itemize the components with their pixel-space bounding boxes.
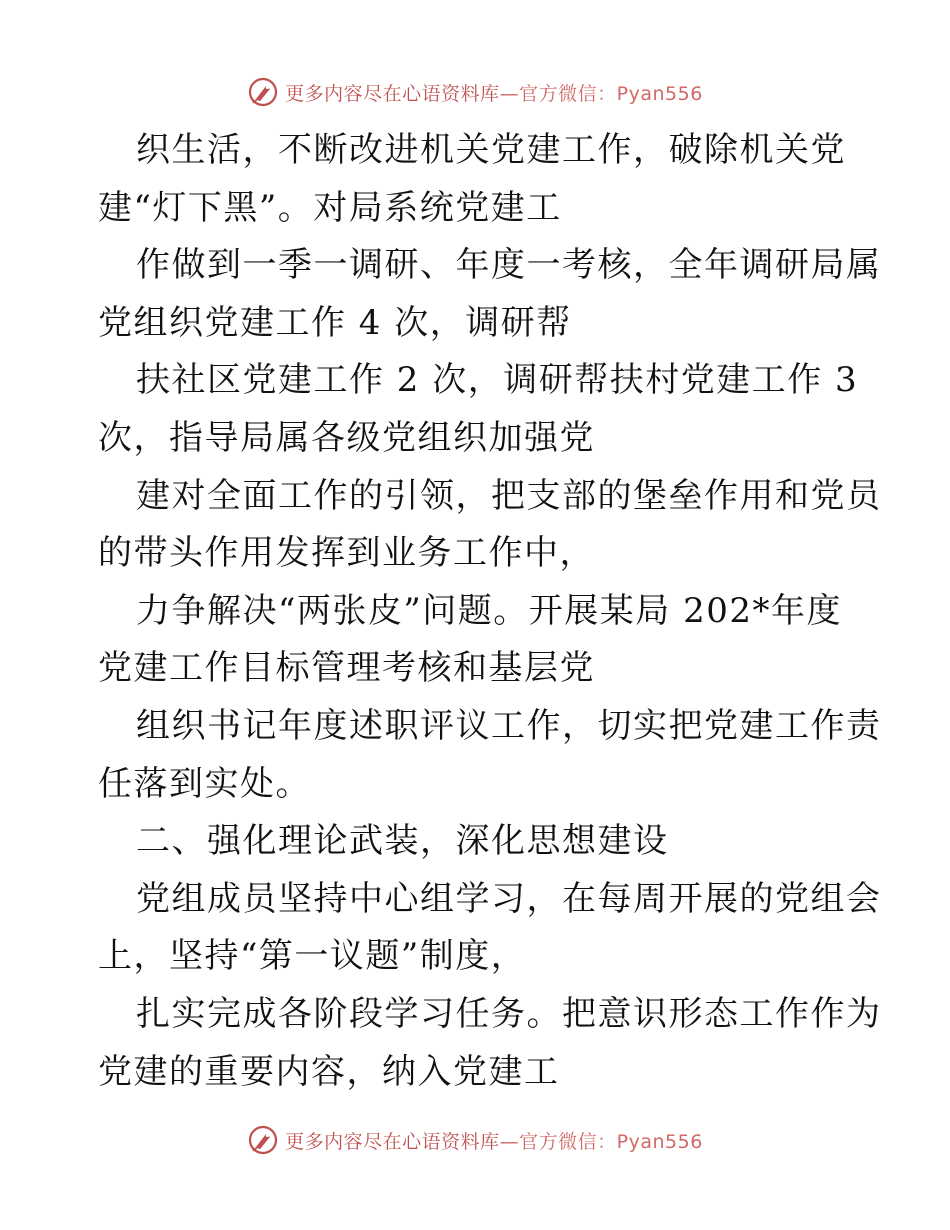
banner-text-tail: —官方微信：Pyan556	[499, 82, 703, 105]
text-line-3: 作做到一季一调研、年度一考核，全年调研局属	[136, 245, 882, 286]
pen-nib-circle-icon	[247, 1124, 279, 1156]
pen-nib-circle-icon	[247, 76, 279, 108]
footer-banner	[0, 1120, 950, 1160]
banner-text-tail: —官方微信：Pyan556	[499, 1130, 703, 1153]
text-line-17: 党建的重要内容，纳入党建工	[98, 1051, 560, 1092]
text-line-15: 上，坚持“第一议题”制度，	[98, 936, 527, 977]
text-line-9: 力争解决“两张皮”问题。开展某局 202*年度	[136, 590, 842, 631]
banner-text-main: 更多内容尽在心语资料库	[285, 82, 500, 105]
banner-text-main: 更多内容尽在心语资料库	[285, 1130, 500, 1153]
text-line-10: 党建工作目标管理考核和基层党	[98, 648, 595, 689]
text-line-14: 党组成员坚持中心组学习，在每周开展的党组会	[136, 878, 882, 919]
text-line-6: 次，指导局属各级党组织加强党	[98, 417, 595, 458]
text-line-11: 组织书记年度述职评议工作，切实把党建工作责	[136, 705, 882, 746]
text-line-5: 扶社区党建工作 2 次，调研帮扶村党建工作 3	[136, 360, 859, 401]
text-line-16: 扎实完成各阶段学习任务。把意识形态工作作为	[136, 993, 882, 1034]
section-heading: 二、强化理论武装，深化思想建设	[136, 821, 669, 862]
text-line-4: 党组织党建工作 4 次，调研帮	[98, 302, 572, 343]
text-line-8: 的带头作用发挥到业务工作中，	[98, 533, 595, 574]
text-line-2: 建“灯下黑”。对局系统党建工	[98, 187, 562, 228]
text-line-7: 建对全面工作的引领，把支部的堡垒作用和党员	[136, 475, 882, 516]
header-banner	[0, 72, 950, 112]
text-line-12: 任落到实处。	[98, 763, 311, 804]
text-line-1: 织生活，不断改进机关党建工作，破除机关党	[136, 130, 846, 170]
document-body	[98, 122, 882, 1101]
